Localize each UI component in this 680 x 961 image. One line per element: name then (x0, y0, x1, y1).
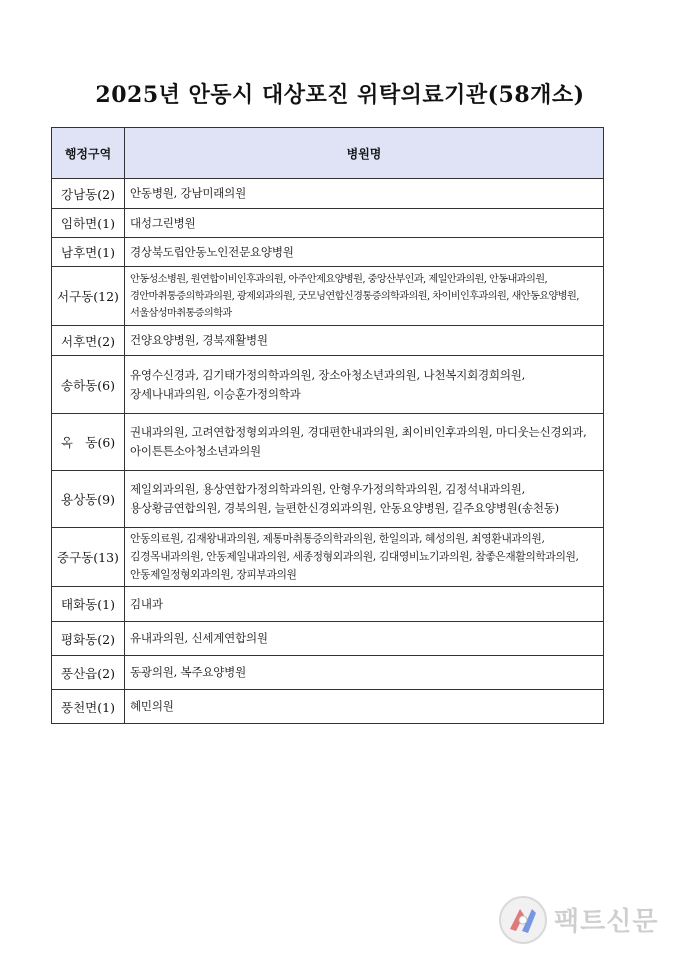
table-row (52, 179, 604, 209)
region-cell: 용상동(9) (52, 471, 125, 528)
hospital-list-cell: 김내과 (125, 587, 604, 622)
hospital-list-cell: 안동의료원, 김재왕내과의원, 제통마취통증의학과의원, 한일의과, 혜성의원, 최영환내과의원, 김경목내과의원, 안동제일내과의원, 세종정형외과의원, 김대영비뇨기과의원, 참좋은재활의학과의원, 안동제일정형외과의원, 장피부과의원 (125, 528, 604, 587)
hospital-list-cell: 대성그린병원 (125, 209, 604, 238)
region-cell: 풍산읍(2) (52, 656, 125, 690)
fact-news-logo-icon (498, 895, 548, 945)
region-cell: 강남동(2) (52, 179, 125, 209)
table-row (52, 238, 604, 267)
hospital-list-cell: 제일외과의원, 용상연합가정의학과의원, 안형우가정의학과의원, 김정석내과의원, 용상황금연합의원, 경북의원, 늘편한신경외과의원, 안동요양병원, 길주요양병원(송천동) (125, 471, 604, 528)
table-row (52, 356, 604, 414)
table-row (52, 622, 604, 656)
region-cell: 서구동(12) (52, 267, 125, 326)
region-cell: 풍천면(1) (52, 690, 125, 724)
watermark (496, 893, 671, 949)
hospital-list-cell: 건양요양병원, 경북재활병원 (125, 326, 604, 356)
table-header-row (52, 128, 604, 179)
hospital-list-cell: 안동병원, 강남미래의원 (125, 179, 604, 209)
region-cell: 남후면(1) (52, 238, 125, 267)
hospital-list-cell: 혜민의원 (125, 690, 604, 724)
region-cell: 임하면(1) (52, 209, 125, 238)
region-cell: 송하동(6) (52, 356, 125, 414)
table-row (52, 587, 604, 622)
region-cell: 평화동(2) (52, 622, 125, 656)
region-cell: 중구동(13) (52, 528, 125, 587)
hospital-list-cell: 유내과의원, 신세계연합의원 (125, 622, 604, 656)
table-row (52, 656, 604, 690)
hospital-list-cell: 권내과의원, 고려연합정형외과의원, 경대편한내과의원, 최이비인후과의원, 마디웃는신경외과, 아이튼튼소아청소년과의원 (125, 414, 604, 471)
table-row (52, 209, 604, 238)
hospital-list-cell: 동광의원, 복주요양병원 (125, 656, 604, 690)
region-cell: 옥 동(6) (52, 414, 125, 471)
table-row (52, 414, 604, 471)
hospital-list-cell: 안동성소병원, 원연합이비인후과의원, 아주안제요양병원, 중앙산부인과, 제일안과의원, 안동내과의원, 경안마취통증의학과의원, 광제외과의원, 굿모닝연합신경통증의학과의원, 차이비인후과의원, 새안동요양병원, 서울삼성마취통증의학과 (125, 267, 604, 326)
table-row (52, 471, 604, 528)
watermark-text: 팩트신문 (554, 907, 659, 937)
region-cell: 태화동(1) (52, 587, 125, 622)
table-row (52, 267, 604, 326)
document-title: 2025년 안동시 대상포진 위탁의료기관(58개소) (95, 82, 585, 108)
table-row (52, 690, 604, 724)
table-row (52, 326, 604, 356)
region-cell: 서후면(2) (52, 326, 125, 356)
hospital-list-cell: 유영수신경과, 김기태가정의학과의원, 장소아청소년과의원, 나천복지회경희의원, 장세나내과의원, 이승훈가정의학과 (125, 356, 604, 414)
hospital-list-cell: 경상북도립안동노인전문요양병원 (125, 238, 604, 267)
hospital-table (51, 127, 604, 724)
header-hospitals: 병원명 (125, 128, 604, 179)
table-row (52, 528, 604, 587)
header-region: 행정구역 (52, 128, 125, 179)
